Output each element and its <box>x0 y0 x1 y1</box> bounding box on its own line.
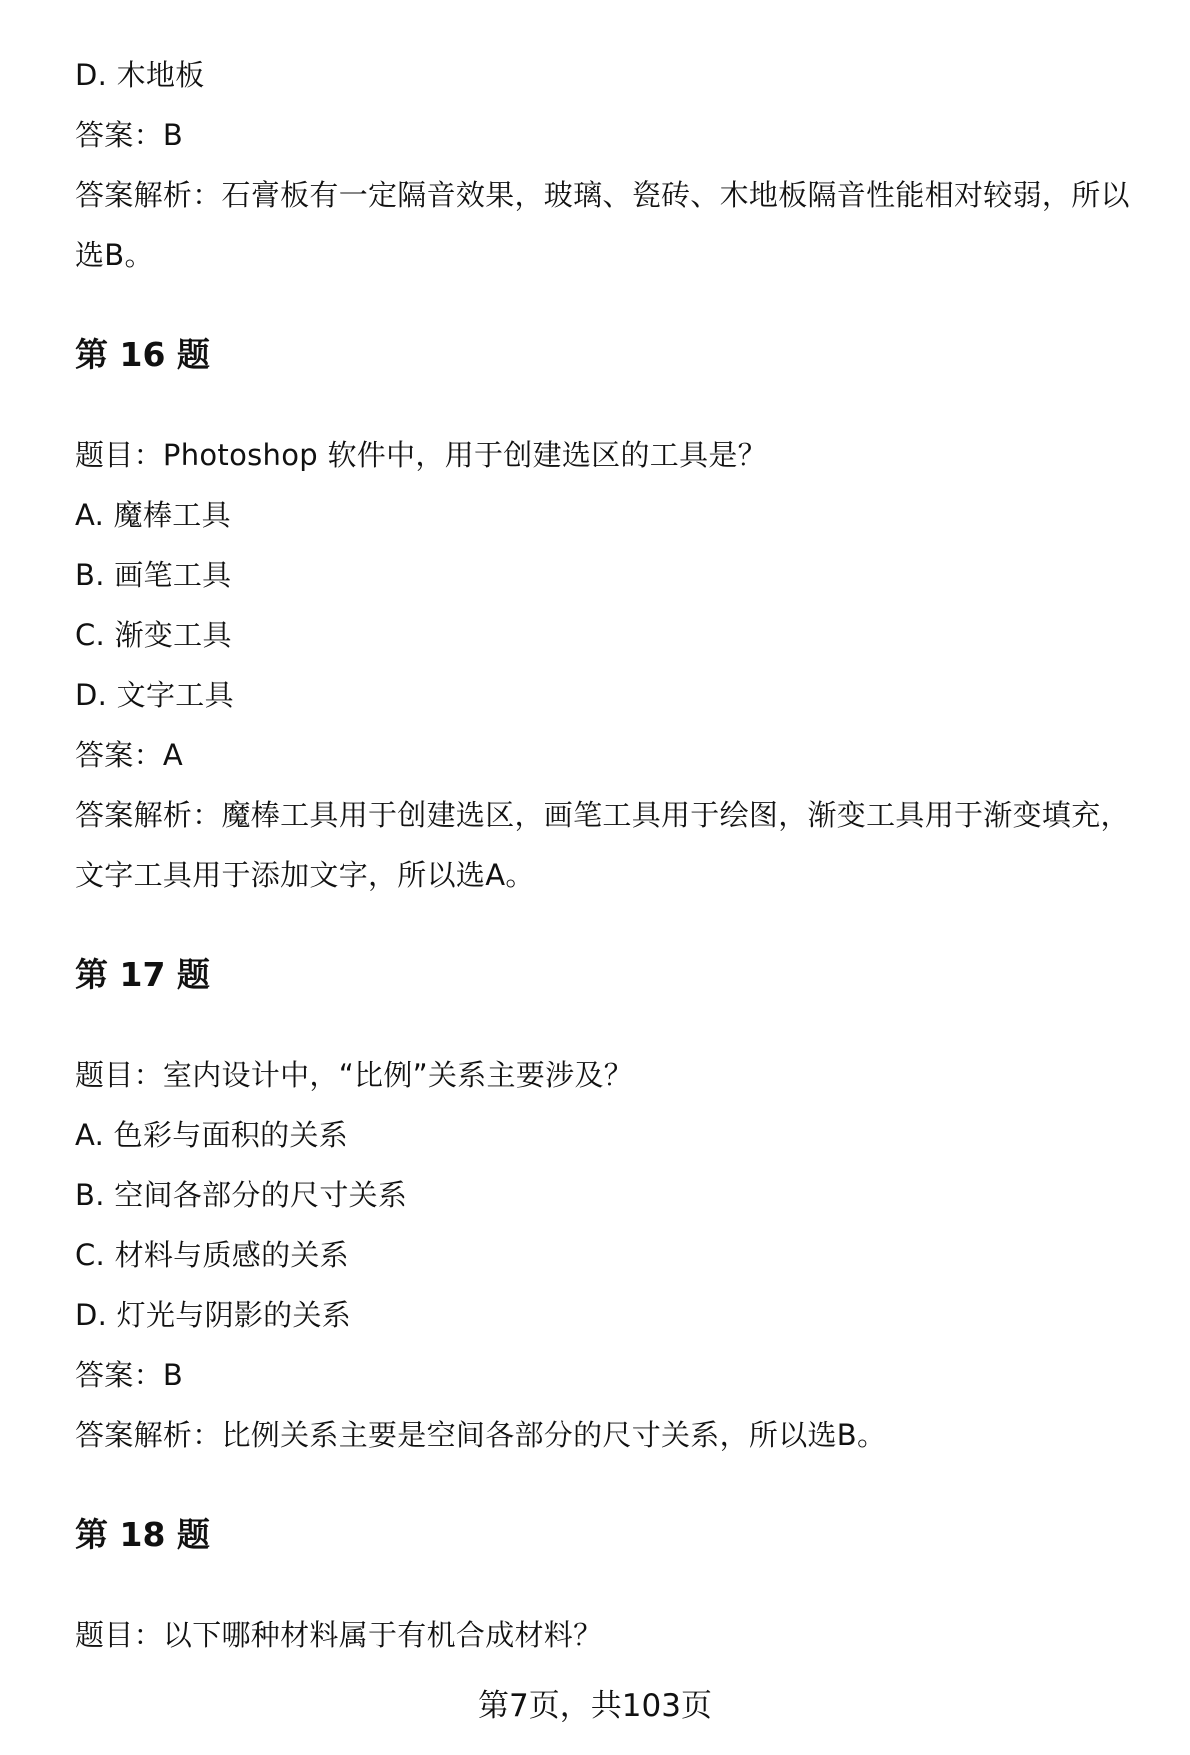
q16-explanation-line1: 答案解析：魔棒工具用于创建选区，画笔工具用于绘图，渐变工具用于渐变填充， <box>75 798 1130 832</box>
q18-heading: 第 18 题 <box>75 1515 210 1554</box>
q15-answer: 答案：B <box>75 118 184 152</box>
q17-option-b: B. 空间各部分的尺寸关系 <box>75 1178 408 1212</box>
q17-option-c: C. 材料与质感的关系 <box>75 1238 349 1272</box>
q16-explanation-line2: 文字工具用于添加文字，所以选A。 <box>75 858 535 892</box>
q16-option-c: C. 渐变工具 <box>75 618 232 652</box>
q17-option-d: D. 灯光与阴影的关系 <box>75 1298 352 1332</box>
q17-answer: 答案：B <box>75 1358 184 1392</box>
q15-explanation-line2: 选B。 <box>75 238 154 272</box>
q17-question: 题目：室内设计中，“比例”关系主要涉及？ <box>75 1058 634 1092</box>
q16-option-b: B. 画笔工具 <box>75 558 232 592</box>
q15-explanation-line1: 答案解析：石膏板有一定隔音效果，玻璃、瓷砖、木地板隔音性能相对较弱，所以 <box>75 178 1130 212</box>
q16-answer: 答案：A <box>75 738 184 772</box>
page-indicator: 第7页，共103页 <box>478 1688 712 1724</box>
q16-option-a: A. 魔棒工具 <box>75 498 231 532</box>
q16-heading: 第 16 题 <box>75 335 210 374</box>
q17-option-a: A. 色彩与面积的关系 <box>75 1118 349 1152</box>
q17-explanation-line1: 答案解析：比例关系主要是空间各部分的尺寸关系，所以选B。 <box>75 1418 887 1452</box>
q16-question: 题目：Photoshop 软件中，用于创建选区的工具是？ <box>75 438 767 472</box>
q15-option-d: D. 木地板 <box>75 58 205 92</box>
q18-question: 题目：以下哪种材料属于有机合成材料？ <box>75 1618 603 1652</box>
q17-heading: 第 17 题 <box>75 955 210 994</box>
q16-option-d: D. 文字工具 <box>75 678 234 712</box>
